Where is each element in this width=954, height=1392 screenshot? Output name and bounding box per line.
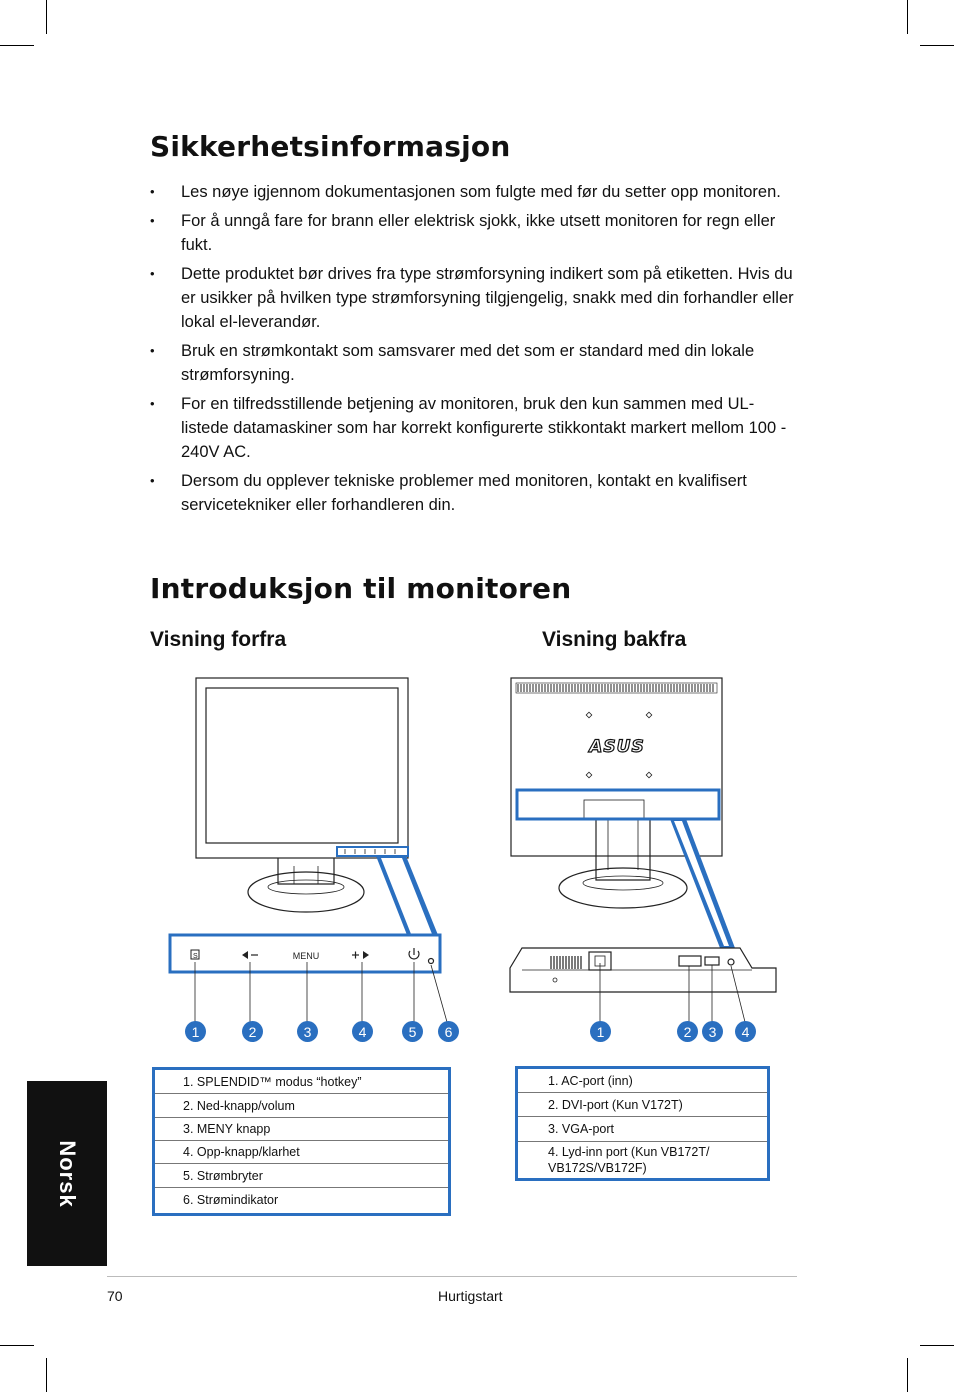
safety-item: • Dette produktet bør drives fra type strømforsyning indikert som på etiketten. Hvis du er usikker på hvilken type strømforsyning tilgjengelig, snakk med din forhandler eller lokal el-leverandør. — [150, 262, 800, 334]
back-callout-4: 4 — [735, 1021, 756, 1042]
front-callout-6: 6 — [438, 1021, 459, 1042]
vga-port-icon — [705, 957, 719, 965]
front-legend-table — [152, 1067, 451, 1216]
back-callout-3: 3 — [702, 1021, 723, 1042]
front-button-ticks — [345, 849, 395, 854]
back-vent-pattern — [518, 684, 713, 692]
safety-heading: Sikkerhetsinformasjon — [150, 130, 511, 163]
back-monitor-illustration — [511, 678, 722, 908]
safety-item: • Dersom du opplever tekniske problemer med monitoren, kontakt en kvalifisert servicetekniker eller forhandleren din. — [150, 469, 800, 517]
legend-row: 3. MENY knapp — [155, 1118, 448, 1141]
page-number: 70 — [107, 1288, 123, 1304]
front-monitor-illustration — [196, 678, 408, 912]
footer-title: Hurtigstart — [438, 1288, 503, 1304]
safety-item: • Bruk en strømkontakt som samsvarer med det som er standard med din lokale strømforsyning. — [150, 339, 800, 387]
back-view-heading: Visning bakfra — [542, 628, 687, 651]
legend-row: 2. Ned-knapp/volum — [155, 1094, 448, 1118]
front-button-highlight — [337, 847, 408, 856]
menu-button-label: MENU — [292, 951, 320, 961]
back-callout-1: 1 — [590, 1021, 611, 1042]
asus-logo: ASUS — [589, 737, 645, 757]
front-callout-4: 4 — [352, 1021, 373, 1042]
footer-rule — [107, 1276, 797, 1277]
back-legend-table — [515, 1066, 770, 1181]
language-tab-label: Norsk — [55, 1139, 80, 1208]
legend-row: 4. Opp-knapp/klarhet — [155, 1141, 448, 1164]
audio-port-icon — [728, 959, 734, 965]
legend-row: 3. VGA-port — [518, 1117, 767, 1142]
svg-text:S: S — [193, 953, 198, 960]
front-view-heading: Visning forfra — [150, 628, 287, 651]
legend-row: 2. DVI-port (Kun V172T) — [518, 1093, 767, 1117]
front-callout-3: 3 — [297, 1021, 318, 1042]
legend-row: 4. Lyd-inn port (Kun VB172T/ VB172S/VB172F) — [548, 1145, 710, 1175]
language-tab — [27, 1081, 107, 1266]
front-callout-1: 1 — [185, 1021, 206, 1042]
front-callout-2: 2 — [242, 1021, 263, 1042]
front-callout-5: 5 — [402, 1021, 423, 1042]
back-callout-2: 2 — [677, 1021, 698, 1042]
safety-item: • For en tilfredsstillende betjening av monitoren, bruk den kun sammen med UL-listede datamaskiner som har korrekt konfigurerte stikkontakt markert mellom 100 - 240V AC. — [150, 392, 800, 464]
intro-heading: Introduksjon til monitoren — [150, 572, 572, 605]
safety-item: • For å unngå fare for brann eller elektrisk sjokk, ikke utsett monitoren for regn eller fukt. — [150, 209, 800, 257]
back-ports-highlight — [517, 790, 719, 819]
safety-item: • Les nøye igjennom dokumentasjonen som fulgte med før du setter opp monitoren. — [150, 180, 800, 204]
legend-row: 6. Strømindikator — [183, 1193, 279, 1207]
dvi-port-icon — [679, 956, 701, 966]
legend-row: 1. SPLENDID™ modus “hotkey” — [155, 1070, 448, 1094]
legend-row: 1. AC-port (inn) — [518, 1069, 767, 1093]
strip-vent — [551, 956, 581, 969]
legend-row: 5. Strømbryter — [155, 1164, 448, 1188]
